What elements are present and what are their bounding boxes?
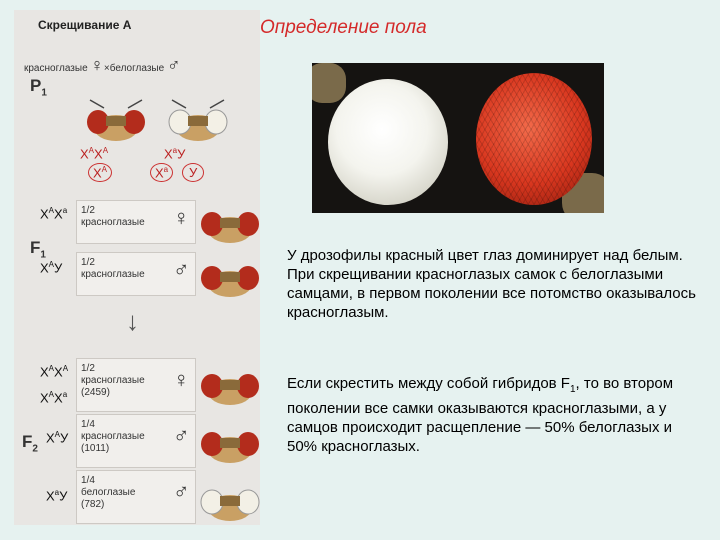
cross-left-label: красноглазые (24, 63, 88, 74)
parent-male-fly (166, 98, 230, 142)
f2-white-male-fly (198, 478, 262, 522)
f1-male-genotype: $X^AУ$ (40, 260, 63, 276)
parent-female-genotype: $X^AX^A$ (80, 146, 109, 162)
white-eye-photo (312, 63, 470, 213)
female-symbol: ♀ (90, 55, 104, 75)
f2-red-male-count: (1011) (81, 443, 110, 454)
f1-male-ratio: 1/2 (81, 257, 95, 268)
f1-label: $F_1$ (30, 238, 46, 261)
p1-label: $P_1$ (30, 76, 47, 99)
parent-female-fly (84, 98, 148, 142)
f2-genotype-4: $X^aУ$ (46, 488, 68, 504)
gamete-male-y: У (182, 163, 204, 182)
slide-title: Определение пола (260, 17, 427, 38)
f2-genotype-1: $X^AX^A$ (40, 364, 69, 380)
f2-white-male-box (76, 470, 196, 524)
f2-red-male-phenotype: красноглазые (81, 431, 145, 442)
f1-female-phenotype: красноглазые (81, 217, 145, 228)
red-eye-photo (462, 63, 604, 213)
f2-female-phenotype: красноглазые (81, 375, 145, 386)
f2-female-ratio: 1/2 (81, 363, 95, 374)
f2-red-male-box (76, 414, 196, 468)
f1-female-sex: ♀ (173, 205, 190, 230)
parent-male-genotype: $X^aУ$ (164, 146, 186, 162)
gamete-male-x: $X^a$ (150, 163, 173, 182)
gamete-female: $X^A$ (88, 163, 112, 182)
f2-female-sex: ♀ (173, 367, 190, 392)
f2-white-male-ratio: 1/4 (81, 475, 95, 486)
f1-male-box (76, 252, 196, 296)
paragraph-2: Если скрестить между собой гибридов $F_1$, то во втором поколении все самки оказываются красноглазыми, а у самцов происходит расщепление — 50% белоглазых и 50% красноглазых. (287, 375, 674, 455)
male-symbol: ♂ (166, 55, 181, 75)
cross-diagram (14, 10, 260, 525)
f1-female-ratio: 1/2 (81, 205, 95, 216)
f2-female-fly (198, 362, 262, 406)
f2-label: $F_2$ (22, 432, 38, 455)
f2-red-male-sex: ♂ (173, 423, 190, 448)
f2-female-box (76, 358, 196, 412)
f1-female-genotype: $X^AX^a$ (40, 206, 68, 222)
f2-red-male-ratio: 1/4 (81, 419, 95, 430)
f2-white-male-count: (782) (81, 499, 105, 510)
cross-description (24, 56, 180, 74)
f2-genotype-2: $X^AX^a$ (40, 390, 68, 406)
f2-white-male-phenotype: белоглазые (81, 487, 136, 498)
down-arrow-icon: ↓ (126, 306, 139, 336)
cross-right-label: белоглазые (109, 63, 165, 74)
f2-genotype-3: $X^AУ$ (46, 430, 69, 446)
f2-red-male-fly (198, 420, 262, 464)
f1-male-fly (198, 254, 262, 298)
diagram-title: Скрещивание А (38, 18, 132, 32)
f1-male-phenotype: красноглазые (81, 269, 145, 280)
cross-sign: × (103, 63, 110, 74)
f1-female-fly (198, 200, 262, 244)
f2-female-count: (2459) (81, 387, 110, 398)
f1-male-sex: ♂ (173, 257, 190, 282)
f1-female-box (76, 200, 196, 244)
paragraph-1: У дрозофилы красный цвет глаз доминирует над белым. При скрещивании красноглазых самок с белоглазыми самцами, в первом поколении все потомство оказывалось красноглазым. (287, 247, 696, 321)
f2-white-male-sex: ♂ (173, 479, 190, 504)
